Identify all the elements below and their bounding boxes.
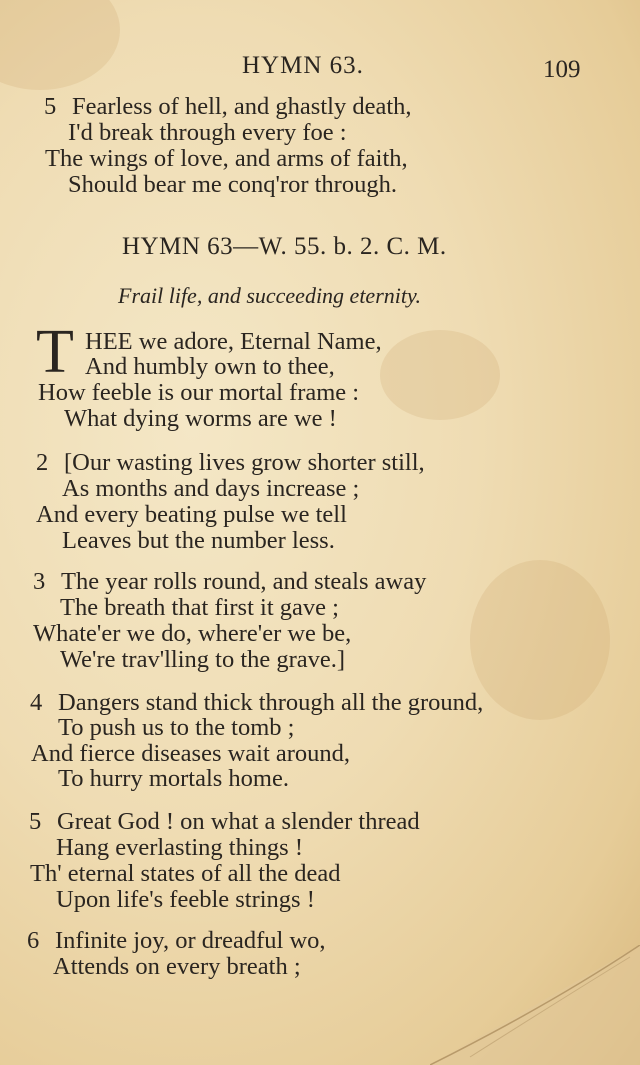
- verse-line: Upon life's feeble strings !: [56, 886, 315, 913]
- verse-line: 6 Infinite joy, or dreadful wo,: [27, 927, 326, 954]
- verse-line: I'd break through every foe :: [68, 119, 347, 146]
- verse-line: Should bear me conq'ror through.: [68, 171, 397, 198]
- verse-number: 6: [27, 927, 40, 954]
- verse-line: As months and days increase ;: [62, 475, 360, 502]
- verse-line: And fierce diseases wait around,: [31, 740, 351, 767]
- verse-line: 4 Dangers stand thick through all the ground,: [30, 689, 484, 716]
- verse-line: And every beating pulse we tell: [36, 501, 347, 528]
- hymn-subtitle: Frail life, and succeeding eternity.: [118, 283, 422, 308]
- verse-line: Attends on every breath ;: [53, 953, 301, 980]
- paper-stain: [470, 560, 610, 720]
- verse-line: To hurry mortals home.: [58, 765, 289, 792]
- verse-line: HEE we adore, Eternal Name,: [85, 328, 382, 355]
- verse-line: To push us to the tomb ;: [58, 714, 295, 741]
- verse-line: And humbly own to thee,: [85, 353, 335, 380]
- verse-number: 4: [30, 689, 43, 716]
- verse-line: The wings of love, and arms of faith,: [45, 145, 408, 172]
- drop-cap: T: [36, 318, 74, 386]
- verse-line: 2 [Our wasting lives grow shorter still,: [36, 449, 425, 476]
- verse-line: The breath that first it gave ;: [60, 594, 339, 621]
- verse-line: 3 The year rolls round, and steals away: [33, 568, 427, 595]
- verse-line: Whate'er we do, where'er we be,: [33, 620, 352, 647]
- verse-number: 5: [29, 808, 42, 835]
- verse-line: Hang everlasting things !: [56, 834, 303, 861]
- verse-line: Leaves but the number less.: [62, 527, 335, 554]
- verse-line: 5 Fearless of hell, and ghastly death,: [44, 93, 412, 120]
- page-number: 109: [543, 56, 581, 83]
- running-title: HYMN 63.: [242, 52, 364, 79]
- page-corner-fold: [430, 945, 640, 1065]
- hymn-title: HYMN 63—W. 55. b. 2. C. M.: [122, 233, 447, 260]
- verse-line: Th' eternal states of all the dead: [30, 860, 341, 887]
- verse-line: 5 Great God ! on what a slender thread: [29, 808, 420, 835]
- verse-number: 5: [44, 93, 57, 120]
- verse-line: What dying worms are we !: [64, 405, 337, 432]
- verse-number: 2: [36, 449, 49, 476]
- paper-stain: [380, 330, 500, 420]
- verse-line: How feeble is our mortal frame :: [38, 379, 360, 406]
- verse-line: We're trav'lling to the grave.]: [60, 646, 346, 673]
- page-header: [0, 52, 640, 84]
- verse-number: 3: [33, 568, 46, 595]
